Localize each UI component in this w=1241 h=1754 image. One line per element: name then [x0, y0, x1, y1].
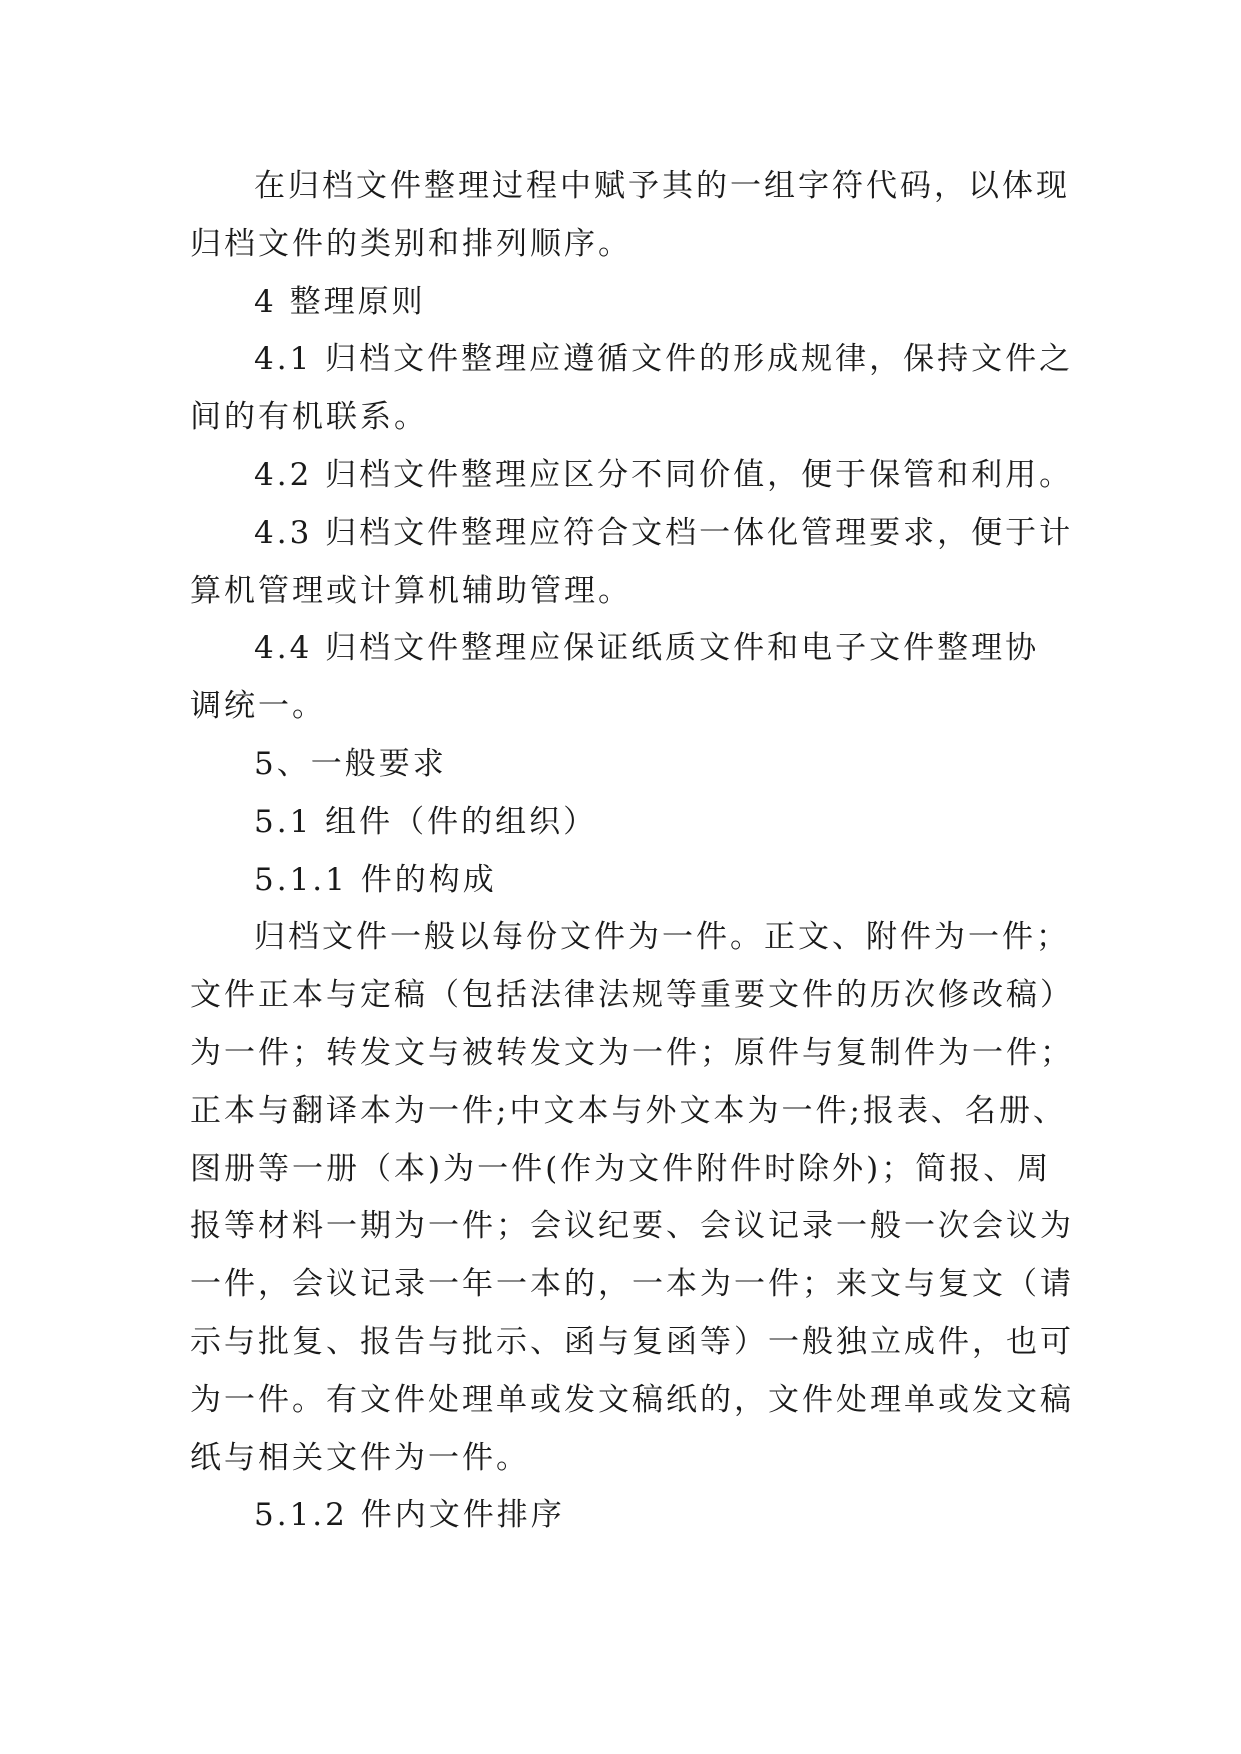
section-heading-5: 5、一般要求 — [254, 745, 447, 782]
body-paragraph-line: 纸与相关文件为一件。 — [190, 1439, 530, 1476]
body-paragraph-line: 示与批复、报告与批示、函与复函等）一般独立成件，也可 — [190, 1323, 1074, 1360]
body-paragraph-line: 图册等一册（本)为一件(作为文件附件时除外)；简报、周 — [190, 1150, 1052, 1187]
subsection-heading-5-1-1: 5.1.1 件的构成 — [254, 861, 497, 898]
body-paragraph-line: 文件正本与定稿（包括法律法规等重要文件的历次修改稿） — [190, 977, 1074, 1014]
body-paragraph-line: 归档文件一般以每份文件为一件。正文、附件为一件； — [254, 919, 1070, 956]
subsection-heading-5-1-2: 5.1.2 件内文件排序 — [254, 1497, 565, 1534]
clause-4-3-line: 4.3 归档文件整理应符合文档一体化管理要求，便于计 — [254, 514, 1074, 551]
clause-4-1-line: 间的有机联系。 — [190, 399, 428, 436]
section-heading-4: 4 整理原则 — [254, 283, 426, 320]
body-paragraph-line: 归档文件的类别和排列顺序。 — [190, 225, 632, 262]
body-paragraph-line: 为一件。有文件处理单或发文稿纸的，文件处理单或发文稿 — [190, 1381, 1074, 1418]
clause-4-3-line: 算机管理或计算机辅助管理。 — [190, 572, 632, 609]
body-paragraph-line: 报等材料一期为一件；会议纪要、会议记录一般一次会议为 — [190, 1208, 1074, 1245]
clause-4-1-line: 4.1 归档文件整理应遵循文件的形成规律，保持文件之 — [254, 341, 1074, 378]
document-page — [190, 158, 1074, 1545]
clause-4-2-line: 4.2 归档文件整理应区分不同价值，便于保管和利用。 — [254, 456, 1074, 493]
body-paragraph-line: 在归档文件整理过程中赋予其的一组字符代码，以体现 — [254, 168, 1070, 204]
clause-4-4-line: 4.4 归档文件整理应保证纸质文件和电子文件整理协 — [254, 630, 1040, 667]
body-paragraph-line: 正本与翻译本为一件;中文本与外文本为一件;报表、名册、 — [190, 1092, 1067, 1129]
body-paragraph-line: 为一件；转发文与被转发文为一件；原件与复制件为一件； — [190, 1034, 1074, 1071]
subsection-heading-5-1: 5.1 组件（件的组织） — [254, 803, 598, 840]
body-paragraph-line: 一件，会议记录一年一本的，一本为一件；来文与复文（请 — [190, 1266, 1074, 1303]
clause-4-4-line: 调统一。 — [190, 688, 326, 725]
